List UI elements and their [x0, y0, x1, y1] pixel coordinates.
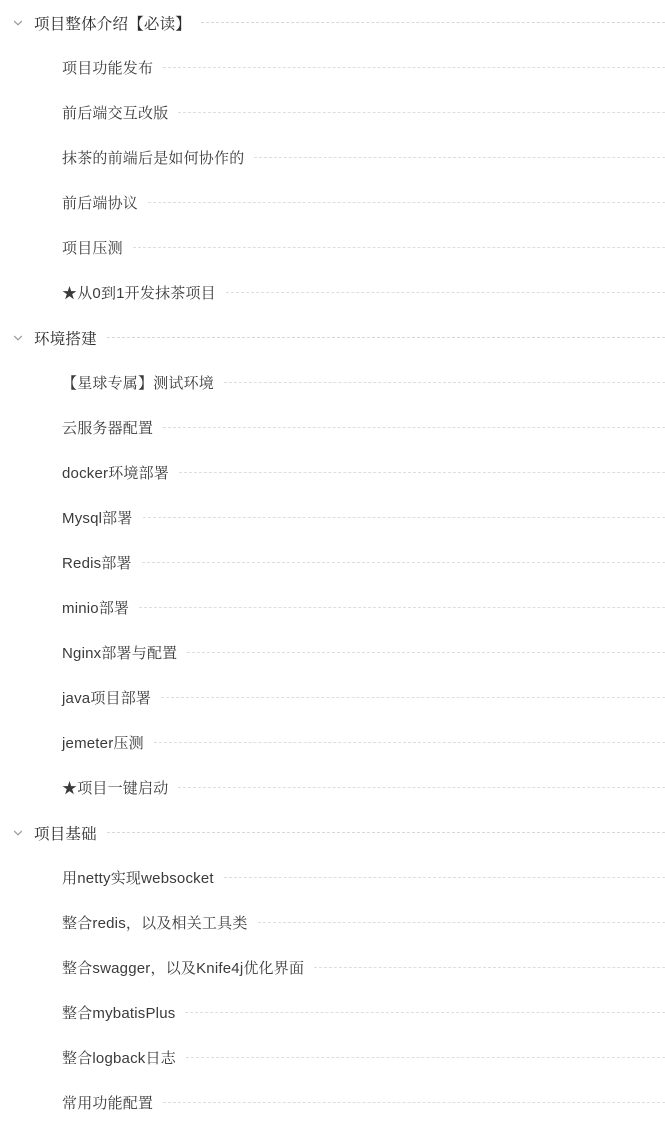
row-divider: [163, 67, 665, 68]
row-divider: [186, 1057, 665, 1058]
row-divider: [226, 292, 665, 293]
outline-lesson-title: Redis部署: [62, 555, 132, 572]
chevron-down-icon[interactable]: [10, 825, 26, 841]
row-divider: [224, 877, 665, 878]
outline-lesson-item[interactable]: [0, 90, 665, 135]
outline-lesson-item[interactable]: [0, 900, 665, 945]
chevron-down-icon[interactable]: [10, 330, 26, 346]
row-divider: [107, 337, 665, 338]
outline-lesson-title: 前后端协议: [62, 195, 139, 212]
outline-lesson-title: 用netty实现websocket: [62, 870, 214, 887]
outline-lesson-title: 云服务器配置: [62, 420, 154, 437]
row-divider: [178, 787, 665, 788]
outline-lesson-item[interactable]: [0, 585, 665, 630]
outline-lesson-item[interactable]: [0, 360, 665, 405]
outline-section-header[interactable]: [0, 0, 665, 45]
outline-section-header[interactable]: [0, 315, 665, 360]
outline-lesson-title: Mysql部署: [62, 510, 133, 527]
row-divider: [107, 832, 665, 833]
row-divider: [163, 1102, 665, 1103]
row-divider: [142, 562, 665, 563]
row-divider: [163, 427, 665, 428]
row-divider: [139, 607, 665, 608]
row-divider: [258, 922, 665, 923]
row-divider: [178, 112, 665, 113]
outline-lesson-item[interactable]: [0, 1035, 665, 1080]
row-divider: [179, 472, 665, 473]
outline-lesson-item[interactable]: [0, 180, 665, 225]
chevron-down-icon[interactable]: [10, 15, 26, 31]
row-divider: [254, 157, 665, 158]
outline-lesson-item[interactable]: [0, 495, 665, 540]
outline-section-title: 环境搭建: [34, 330, 97, 348]
row-divider: [201, 22, 665, 23]
outline-lesson-title: Nginx部署与配置: [62, 645, 178, 662]
outline-lesson-item[interactable]: [0, 720, 665, 765]
outline-lesson-title: 常用功能配置: [62, 1095, 154, 1112]
row-divider: [185, 1012, 665, 1013]
outline-lesson-item[interactable]: [0, 855, 665, 900]
outline-section-header[interactable]: [0, 810, 665, 855]
outline-lesson-title: jemeter压测: [62, 735, 144, 752]
outline-lesson-title: 前后端交互改版: [62, 105, 169, 122]
outline-section-title: 项目基础: [34, 825, 97, 843]
row-divider: [154, 742, 665, 743]
outline-lesson-title: 【星球专属】测试环境: [62, 375, 215, 392]
outline-lesson-title: 整合swagger，以及Knife4j优化界面: [62, 960, 305, 977]
outline-lesson-item[interactable]: [0, 990, 665, 1035]
outline-lesson-item[interactable]: [0, 225, 665, 270]
row-divider: [314, 967, 665, 968]
row-divider: [143, 517, 665, 518]
outline-lesson-title: 项目功能发布: [62, 60, 154, 77]
outline-section-title: 项目整体介绍【必读】: [34, 15, 192, 33]
outline-lesson-item[interactable]: [0, 135, 665, 180]
outline-lesson-title: 整合mybatisPlus: [62, 1005, 176, 1022]
outline-lesson-item[interactable]: [0, 765, 665, 810]
outline-lesson-item[interactable]: [0, 270, 665, 315]
outline-lesson-title: 整合redis，以及相关工具类: [62, 915, 248, 932]
row-divider: [187, 652, 665, 653]
outline-lesson-title: 整合logback日志: [62, 1050, 176, 1067]
row-divider: [224, 382, 665, 383]
row-divider: [148, 202, 665, 203]
outline-lesson-title: java项目部署: [62, 690, 152, 707]
row-divider: [133, 247, 665, 248]
outline-lesson-title: docker环境部署: [62, 465, 170, 482]
row-divider: [161, 697, 665, 698]
outline-lesson-item[interactable]: [0, 540, 665, 585]
outline-lesson-item[interactable]: [0, 630, 665, 675]
outline-lesson-item[interactable]: [0, 675, 665, 720]
outline-lesson-item[interactable]: [0, 450, 665, 495]
outline-lesson-title: ★项目一键启动: [62, 780, 169, 797]
outline-lesson-item[interactable]: [0, 945, 665, 990]
outline-lesson-title: minio部署: [62, 600, 130, 617]
outline-lesson-title: 项目压测: [62, 240, 123, 257]
outline-lesson-item[interactable]: [0, 1080, 665, 1125]
outline-lesson-title: ★从0到1开发抹茶项目: [62, 285, 216, 302]
outline-lesson-item[interactable]: [0, 45, 665, 90]
outline-lesson-item[interactable]: [0, 405, 665, 450]
outline-lesson-title: 抹茶的前端后是如何协作的: [62, 150, 245, 167]
